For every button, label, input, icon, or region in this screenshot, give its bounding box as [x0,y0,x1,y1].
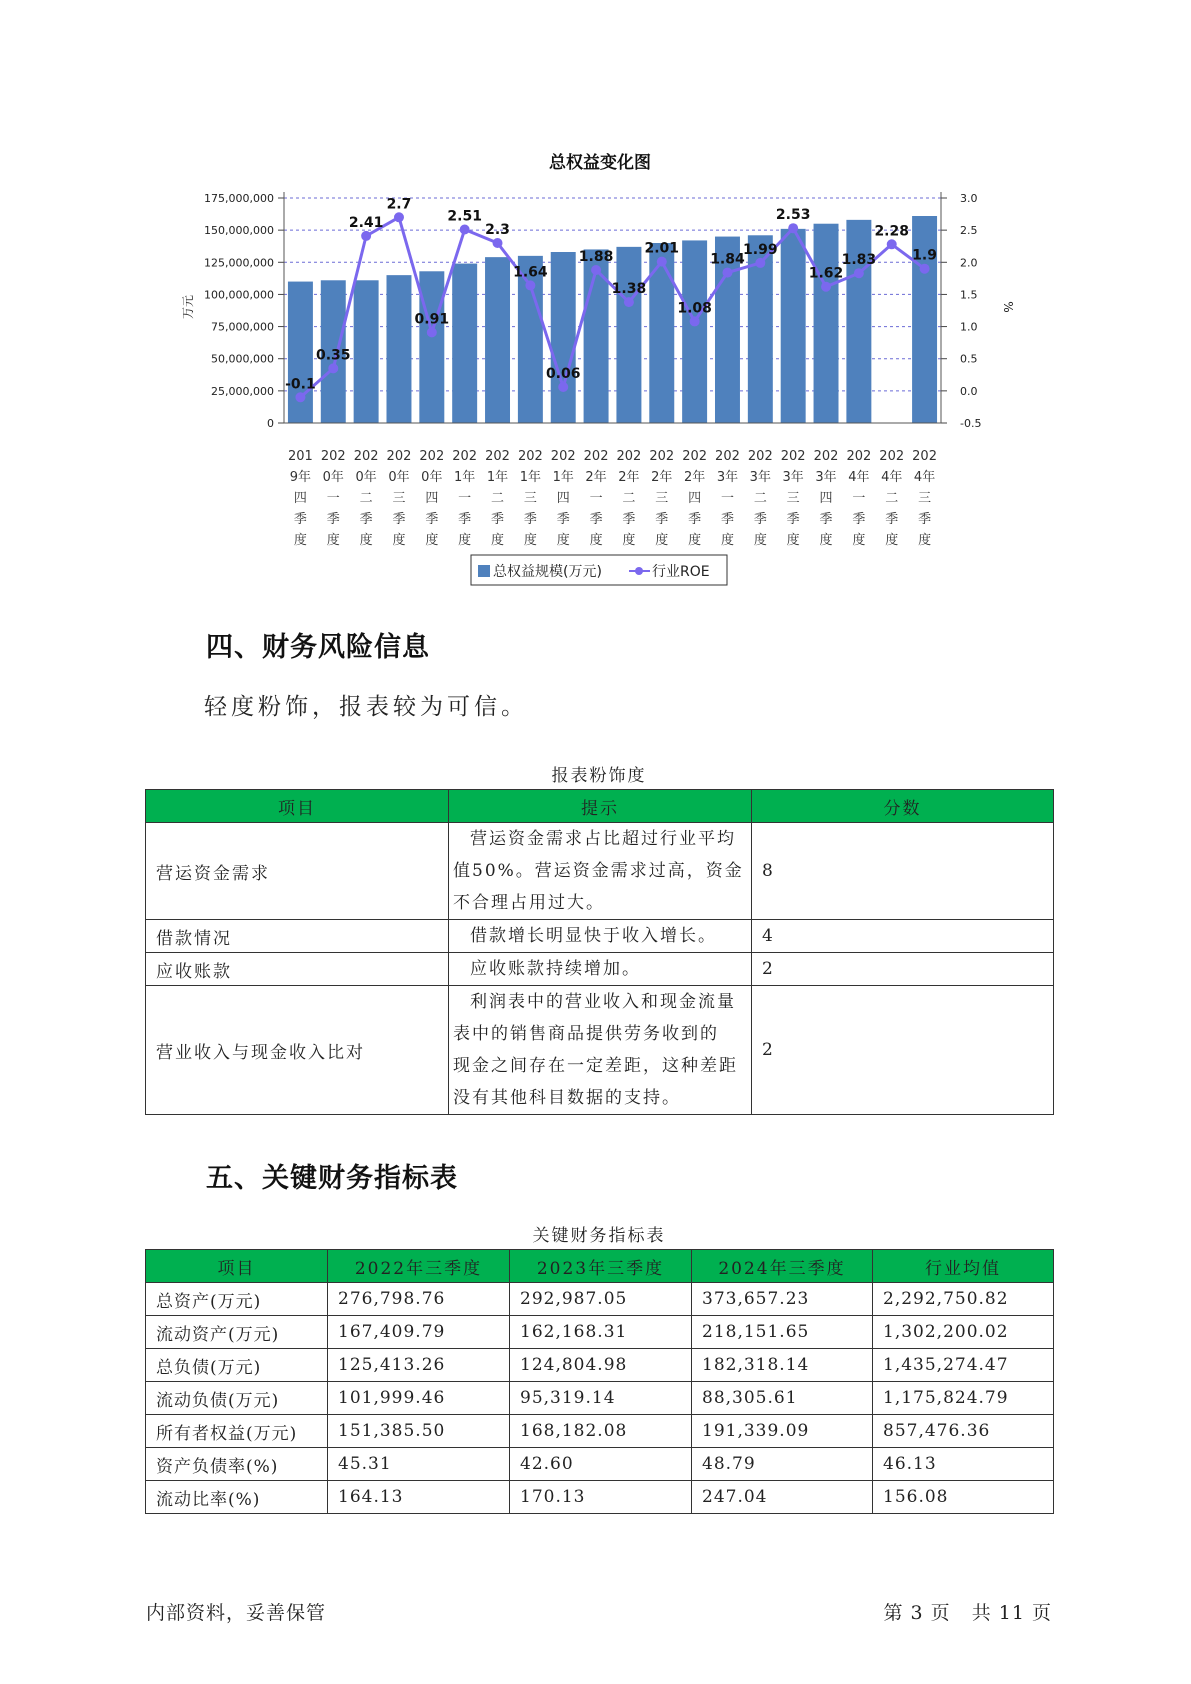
key-indicators-table [145,1249,1054,1514]
x-category-label: 202 [780,449,806,464]
roe-data-label: 2.41 [348,214,384,231]
roe-point [821,282,831,292]
roe-data-label: 1.83 [841,252,877,269]
footer-page-number: 第 3 页 共 11 页 [883,1602,1052,1624]
x-category-label: 三 [392,491,406,506]
indicator-value-cell: 191,339.09 [692,1415,873,1448]
hint-text: 应收账款持续增加。 [470,959,641,979]
left-tick-label: 50,000,000 [211,352,274,366]
left-tick-label: 0 [267,417,274,430]
x-category-label: 三 [786,491,800,506]
x-category-label: 三 [523,491,537,506]
x-category-label: 202 [715,449,740,464]
x-category-label: 季 [655,512,669,527]
equity-bar [649,243,674,423]
roe-data-label: 2.28 [874,223,909,240]
indicator-value-cell: 162,168.31 [510,1316,692,1349]
right-axis-label: % [1001,301,1015,313]
roe-point [690,316,700,326]
indicator-value-cell: 88,305.61 [692,1382,873,1415]
bar-series [288,216,937,423]
hint-text: 利润表中的营业收入和现金流量 [470,992,736,1012]
line-series [285,196,937,402]
roe-data-label: 2.7 [386,196,412,213]
indicator-name-cell: 流动比率(%) [146,1481,328,1514]
x-category-label: 四 [293,491,307,506]
equity-bar [419,271,444,423]
right-tick-label: 1.0 [960,320,978,334]
x-category-label: 一 [720,491,734,506]
x-category-label: 度 [458,533,472,548]
x-category-label: 度 [688,533,702,548]
x-category-label: 202 [485,449,510,464]
x-category-label: 四 [688,491,702,506]
item-cell: 借款情况 [146,920,449,953]
x-category-label: 度 [852,533,866,548]
x-category-label: 3年 [716,470,739,485]
left-tick-label: 150,000,000 [204,224,274,238]
table-row [146,1481,1054,1514]
indicator-name-cell: 资产负债率(%) [146,1448,328,1481]
x-category-label: 季 [491,512,505,527]
x-category-label: 三 [918,491,932,506]
roe-data-label: 2.3 [485,222,510,238]
hint-cell [449,823,752,920]
roe-data-label: 2.53 [775,207,811,224]
x-category-label: 0年 [388,470,410,485]
x-category-label: 3年 [749,470,771,485]
indicator-value-cell: 46.13 [873,1448,1054,1481]
x-category-label: 三 [655,491,669,506]
left-tick-label: 125,000,000 [204,256,274,270]
indicator-value-cell: 167,409.79 [328,1316,510,1349]
roe-point [624,297,634,307]
indicator-name-cell: 总负债(万元) [146,1349,328,1382]
legend-bar-label: 总权益规模(万元) [493,564,602,580]
indicator-value-cell: 292,987.05 [510,1283,692,1316]
roe-point [295,392,305,402]
x-category-label: 度 [918,533,932,548]
whitewash-table [145,789,1054,1115]
header-2024-q3: 2024年三季度 [692,1250,873,1283]
hint-text: 借款增长明显快于收入增长。 [470,926,717,946]
x-category-label: 度 [885,533,899,548]
hint-text: 不合理占用过大。 [453,893,605,913]
x-category-label: 度 [556,533,570,548]
table-row [146,953,1054,986]
x-category-label: 202 [813,449,839,464]
roe-point [722,268,732,278]
table-header-row [146,1250,1054,1283]
indicator-value-cell: 276,798.76 [328,1283,510,1316]
x-category-label: 0年 [421,470,443,485]
header-2022-q3: 2022年三季度 [328,1250,510,1283]
hint-cell [449,986,752,1115]
equity-bar [616,247,641,423]
x-category-label: 度 [589,533,603,548]
legend-line-label: 行业ROE [652,564,710,580]
right-tick-label: -0.5 [960,417,982,430]
x-category-label: 度 [523,533,537,548]
x-category-label: 季 [326,512,340,527]
x-category-label: 202 [583,449,609,464]
indicator-value-cell: 151,385.50 [328,1415,510,1448]
indicator-value-cell: 1,175,824.79 [873,1382,1054,1415]
hint-line [453,953,749,985]
legend-line-marker [635,567,643,575]
roe-data-label: 1.99 [743,241,778,258]
indicator-value-cell: 45.31 [328,1448,510,1481]
score-cell: 8 [752,823,1054,920]
right-tick-label: 2.0 [960,256,978,270]
x-category-label: 202 [747,449,773,464]
right-tick-label: 0.0 [960,384,978,398]
chart-legend [471,555,727,585]
header-item: 项目 [146,790,449,823]
x-category-label: 季 [918,512,932,527]
indicator-value-cell: 857,476.36 [873,1415,1054,1448]
risk-summary: 轻度粉饰，报表较为可信。 [204,694,528,720]
x-category-label: 四 [556,491,570,506]
equity-bar [846,220,871,423]
table-row [146,1415,1054,1448]
x-category-label: 季 [556,512,570,527]
legend-bar-swatch [478,565,490,577]
hint-line [453,920,749,952]
x-category-label: 季 [293,512,307,527]
hint-line [453,855,749,887]
roe-data-label: 1.88 [578,249,614,265]
hint-line [453,887,749,919]
table-row [146,823,1054,920]
x-category-label: 3年 [782,470,804,485]
roe-data-label: 1.08 [677,300,712,317]
left-tick-label: 175,000,000 [204,192,274,205]
x-category-label: 季 [753,512,767,527]
indicators-table-caption: 关键财务指标表 [532,1226,666,1246]
x-category-label: 季 [720,512,734,527]
roe-data-label: 1.84 [710,251,745,268]
left-tick-label: 75,000,000 [211,320,274,334]
score-cell: 2 [752,953,1054,986]
x-category-label: 度 [392,533,406,548]
hint-line [453,1050,749,1082]
roe-point [788,223,798,233]
roe-point [657,257,667,267]
roe-point [361,231,371,241]
hint-cell [449,953,752,986]
indicator-name-cell: 所有者权益(万元) [146,1415,328,1448]
roe-point [493,238,503,248]
hint-line [453,1082,749,1114]
whitewash-table-caption: 报表粉饰度 [551,766,647,786]
x-category-label: 1年 [454,470,476,485]
x-category-label: 一 [852,491,866,506]
x-category-label: 度 [326,533,340,548]
indicator-value-cell: 2,292,750.82 [873,1283,1054,1316]
roe-data-label: 1.38 [611,281,647,298]
x-category-label: 202 [320,449,346,464]
x-category-label: 季 [589,512,603,527]
hint-cell [449,920,752,953]
x-axis-labels [288,449,937,548]
left-tick-label: 25,000,000 [211,384,274,398]
roe-data-label: 2.51 [447,208,482,225]
x-category-label: 二 [753,491,767,506]
indicator-value-cell: 164.13 [328,1481,510,1514]
indicator-value-cell: 42.60 [510,1448,692,1481]
x-category-label: 季 [359,512,373,527]
x-category-label: 季 [523,512,537,527]
roe-point [558,382,568,392]
item-cell: 营业收入与现金收入比对 [146,986,449,1115]
x-category-label: 202 [386,449,412,464]
section-title-key-indicators: 五、关键财务指标表 [206,1163,458,1194]
x-category-label: 季 [392,512,406,527]
right-tick-label: 3.0 [960,192,978,205]
table-header-row [146,790,1054,823]
equity-bar [386,275,411,423]
x-category-label: 季 [786,512,800,527]
hint-text: 没有其他科目数据的支持。 [453,1088,681,1108]
equity-bar [354,280,379,423]
x-category-label: 202 [912,449,937,464]
hint-line [453,1018,749,1050]
x-category-label: 2年 [618,470,640,485]
equity-bar [452,264,477,423]
table-row [146,920,1054,953]
chart-title: 总权益变化图 [549,153,651,173]
roe-data-label: 1.62 [808,265,844,282]
x-category-label: 度 [720,533,734,548]
x-category-label: 1年 [519,470,542,485]
x-category-label: 度 [425,533,439,548]
x-category-label: 4年 [848,470,870,485]
roe-data-label: -0.1 [285,376,316,393]
x-category-label: 二 [491,491,505,506]
x-category-label: 季 [819,512,833,527]
indicator-value-cell: 124,804.98 [510,1349,692,1382]
x-category-label: 201 [288,449,313,464]
roe-data-label: 0.35 [316,347,351,364]
indicator-value-cell: 373,657.23 [692,1283,873,1316]
table-row [146,1382,1054,1415]
roe-point [887,239,897,249]
x-category-label: 季 [425,512,439,527]
table-row [146,1448,1054,1481]
indicator-value-cell: 1,435,274.47 [873,1349,1054,1382]
item-cell: 应收账款 [146,953,449,986]
header-hint: 提示 [449,790,752,823]
indicator-value-cell: 95,319.14 [510,1382,692,1415]
x-category-label: 二 [359,491,373,506]
x-category-label: 季 [885,512,899,527]
x-category-label: 度 [622,533,636,548]
equity-change-chart [0,0,1191,600]
x-category-label: 二 [885,491,899,506]
equity-bar [781,229,806,423]
table-row [146,1316,1054,1349]
x-category-label: 0年 [322,470,344,485]
hint-line [453,986,749,1018]
hint-text: 现金之间存在一定差距，这种差距 [453,1056,738,1076]
section-title-financial-risk: 四、财务风险信息 [206,632,430,663]
roe-data-label: 0.91 [414,311,450,328]
roe-point [755,258,765,268]
x-category-label: 202 [517,449,543,464]
x-category-label: 202 [452,449,478,464]
x-category-label: 4年 [913,470,936,485]
x-category-label: 202 [353,449,379,464]
roe-point [328,363,338,373]
x-category-label: 4年 [881,470,903,485]
indicator-value-cell: 182,318.14 [692,1349,873,1382]
x-category-label: 1年 [552,470,574,485]
roe-point [591,265,601,275]
left-axis-label: 万元 [181,294,195,320]
left-tick-label: 100,000,000 [204,288,274,302]
table-row [146,1349,1054,1382]
hint-line [453,823,749,855]
x-category-label: 202 [682,449,708,464]
x-category-label: 度 [753,533,767,548]
item-cell: 营运资金需求 [146,823,449,920]
x-category-label: 四 [819,491,833,506]
indicator-name-cell: 总资产(万元) [146,1283,328,1316]
table-row [146,986,1054,1115]
hint-text: 营运资金需求占比超过行业平均 [470,829,736,849]
score-cell: 4 [752,920,1054,953]
indicator-value-cell: 1,302,200.02 [873,1316,1054,1349]
indicator-value-cell: 48.79 [692,1448,873,1481]
right-tick-label: 0.5 [960,352,978,366]
indicator-value-cell: 101,999.46 [328,1382,510,1415]
indicator-name-cell: 流动资产(万元) [146,1316,328,1349]
roe-data-label: 1.9 [912,247,937,264]
indicator-value-cell: 218,151.65 [692,1316,873,1349]
x-category-label: 一 [326,491,340,506]
roe-point [394,212,404,222]
x-category-label: 202 [550,449,576,464]
header-2023-q3: 2023年三季度 [510,1250,692,1283]
x-category-label: 度 [655,533,669,548]
header-score: 分数 [752,790,1054,823]
x-category-label: 2年 [585,470,607,485]
x-category-label: 2年 [651,470,673,485]
footer-confidential: 内部资料，妥善保管 [146,1602,327,1624]
roe-data-label: 1.64 [513,264,548,281]
x-category-label: 季 [458,512,472,527]
x-category-label: 9年 [289,470,312,485]
x-category-label: 一 [589,491,603,506]
x-category-label: 3年 [815,470,837,485]
indicator-name-cell: 流动负债(万元) [146,1382,328,1415]
roe-data-label: 0.06 [545,366,581,382]
roe-point [525,280,535,290]
right-tick-label: 2.5 [960,224,978,238]
x-category-label: 202 [649,449,675,464]
x-category-label: 202 [846,449,872,464]
header-item: 项目 [146,1250,328,1283]
x-category-label: 二 [622,491,636,506]
x-category-label: 季 [688,512,702,527]
x-category-label: 度 [293,533,307,548]
indicator-value-cell: 156.08 [873,1481,1054,1514]
x-category-label: 季 [622,512,636,527]
hint-text: 表中的销售商品提供劳务收到的 [453,1024,719,1044]
indicator-value-cell: 125,413.26 [328,1349,510,1382]
hint-text: 值50%。营运资金需求过高，资金 [453,861,744,881]
x-category-label: 度 [819,533,833,548]
indicator-value-cell: 247.04 [692,1481,873,1514]
score-cell: 2 [752,986,1054,1115]
x-category-label: 度 [491,533,505,548]
indicator-value-cell: 170.13 [510,1481,692,1514]
x-category-label: 度 [359,533,373,548]
x-category-label: 四 [425,491,439,506]
roe-point [920,264,930,274]
roe-point [854,268,864,278]
header-industry-avg: 行业均值 [873,1250,1054,1283]
equity-bar [682,240,707,423]
indicator-value-cell: 168,182.08 [510,1415,692,1448]
x-category-label: 季 [852,512,866,527]
equity-bar [551,252,576,423]
x-category-label: 202 [419,449,445,464]
x-category-label: 度 [786,533,800,548]
x-category-label: 0年 [355,470,377,485]
x-category-label: 202 [879,449,905,464]
table-row [146,1283,1054,1316]
roe-point [427,327,437,337]
right-tick-label: 1.5 [960,288,978,302]
x-category-label: 202 [616,449,642,464]
roe-point [460,225,470,235]
x-category-label: 1年 [486,470,509,485]
equity-bar [485,257,510,423]
equity-bar [814,224,839,423]
roe-data-label: 2.01 [644,240,680,257]
x-category-label: 一 [458,491,472,506]
x-category-label: 2年 [683,470,706,485]
